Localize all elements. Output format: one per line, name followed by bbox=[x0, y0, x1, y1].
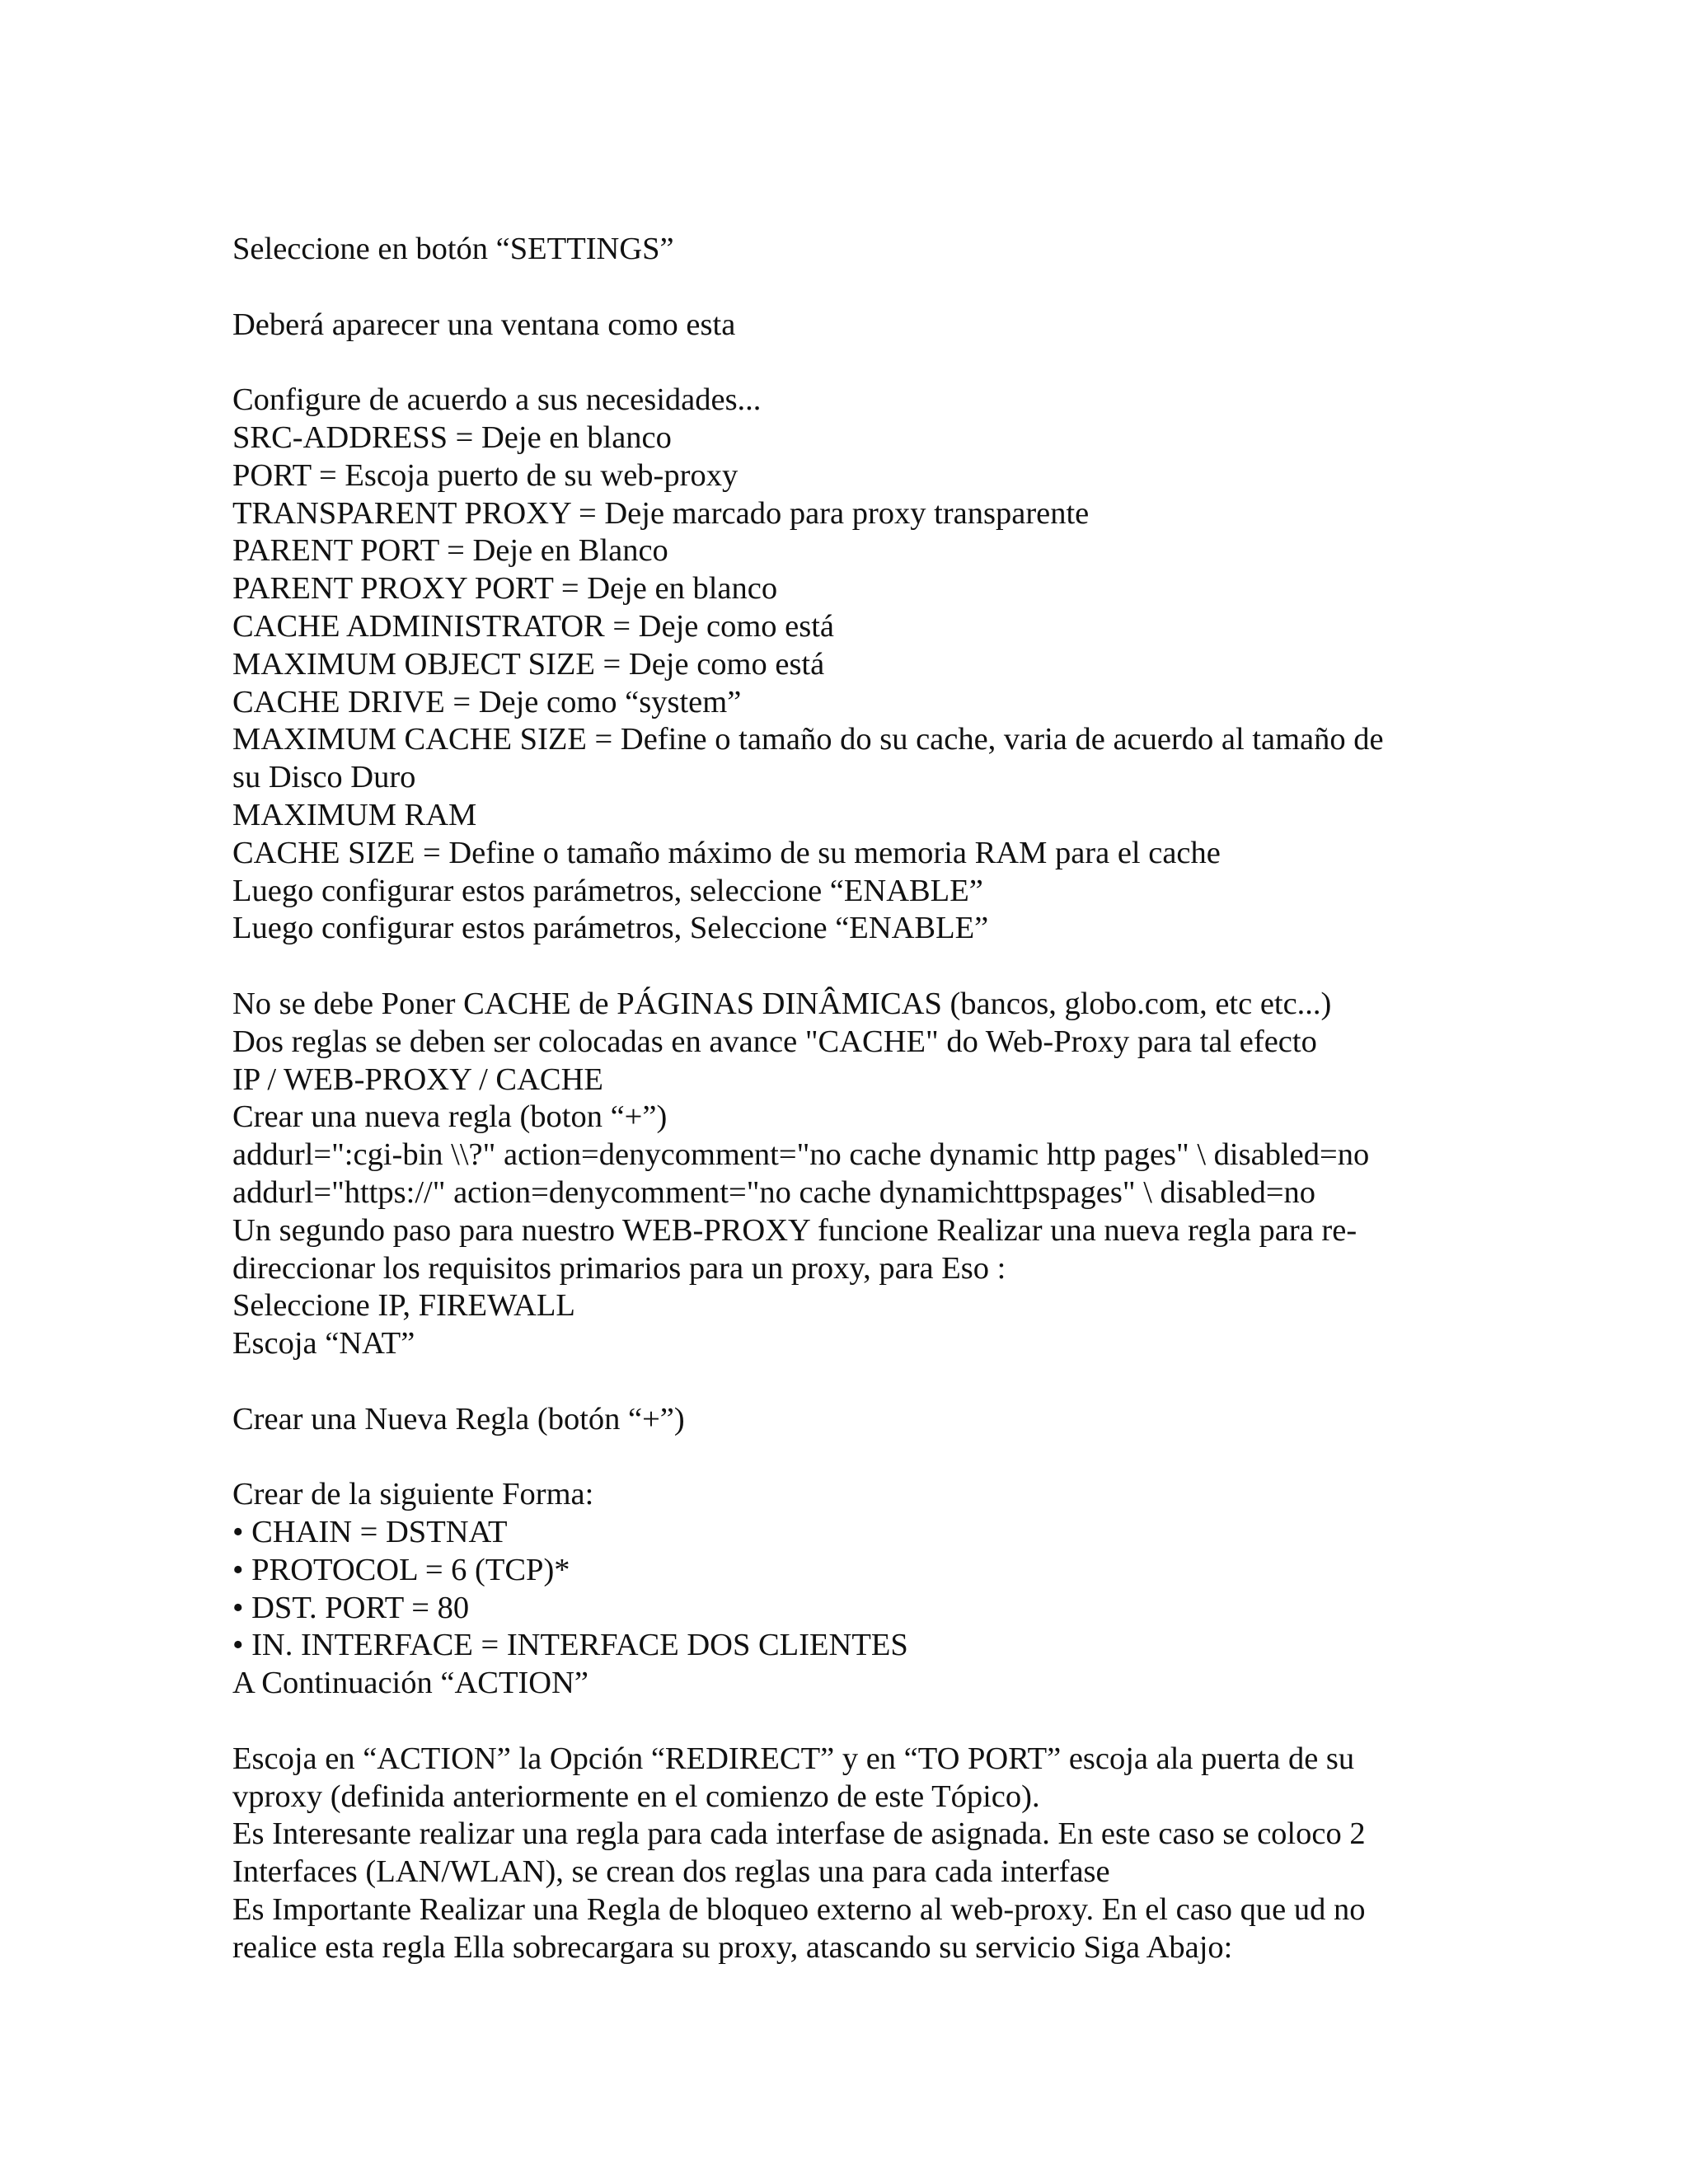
paragraph-gap bbox=[232, 1363, 1436, 1401]
text-line: Luego configurar estos parámetros, seleccione “ENABLE” bbox=[232, 873, 983, 908]
list-item: • PROTOCOL = 6 (TCP)* bbox=[232, 1552, 570, 1587]
text-line: vproxy (definida anteriormente en el comienzo de este Tópico). bbox=[232, 1779, 1040, 1814]
text-line: TRANSPARENT PROXY = Deje marcado para proxy transparente bbox=[232, 495, 1090, 531]
text-line: addurl="https://" action=denycomment="no cache dynamichttpspages" \ disabled=no bbox=[232, 1174, 1316, 1210]
list-item: • CHAIN = DSTNAT bbox=[232, 1515, 508, 1550]
text-line: PARENT PORT = Deje en Blanco bbox=[232, 533, 668, 569]
text-line: SRC-ADDRESS = Deje en blanco bbox=[232, 419, 672, 455]
text-line: Es Importante Realizar una Regla de bloqueo externo al web-proxy. En el caso que ud no bbox=[232, 1892, 1366, 1928]
text-line: direccionar los requisitos primarios para un proxy, para Eso : bbox=[232, 1250, 1006, 1286]
text-line: addurl=":cgi-bin \\?" action=denycomment="no cache dynamic http pages" \ disabled=no bbox=[232, 1137, 1370, 1173]
text-line: IP / WEB-PROXY / CACHE bbox=[232, 1062, 603, 1097]
list-item: • DST. PORT = 80 bbox=[232, 1590, 470, 1625]
document-page bbox=[232, 231, 1436, 1967]
paragraph-cache-rules bbox=[232, 986, 1436, 1363]
text-line: CACHE ADMINISTRATOR = Deje como está bbox=[232, 608, 834, 644]
text-line: PARENT PROXY PORT = Deje en blanco bbox=[232, 571, 778, 607]
text-line: Interfaces (LAN/WLAN), se crean dos reglas una para cada interfase bbox=[232, 1854, 1110, 1890]
text-line: Luego configurar estos parámetros, Seleccione “ENABLE” bbox=[232, 911, 989, 946]
text-line: realice esta regla Ella sobrecargara su proxy, atascando su servicio Siga Abajo: bbox=[232, 1929, 1233, 1965]
paragraph-nat-settings bbox=[232, 1476, 1436, 1703]
text-line: A Continuación “ACTION” bbox=[232, 1666, 588, 1701]
text-line: Seleccione en botón “SETTINGS” bbox=[232, 232, 674, 266]
paragraph-gap bbox=[232, 344, 1436, 382]
paragraph-gap bbox=[232, 269, 1436, 307]
text-line: Es Interesante realizar una regla para cada interfase de asignada. En este caso se coloco 2 bbox=[232, 1816, 1366, 1852]
text-line: Configure de acuerdo a sus necesidades... bbox=[232, 382, 762, 418]
paragraph-window bbox=[232, 307, 1436, 344]
text-line: MAXIMUM OBJECT SIZE = Deje como está bbox=[232, 646, 825, 682]
text-line: Crear de la siguiente Forma: bbox=[232, 1477, 594, 1512]
text-line: Dos reglas se deben ser colocadas en avance "CACHE" do Web-Proxy para tal efecto bbox=[232, 1024, 1317, 1059]
paragraph-settings bbox=[232, 231, 1436, 269]
text-line: Un segundo paso para nuestro WEB-PROXY funcione Realizar una nueva regla para re- bbox=[232, 1212, 1357, 1248]
text-line: Escoja “NAT” bbox=[232, 1326, 415, 1361]
text-line: Crear una nueva regla (boton “+”) bbox=[232, 1099, 668, 1135]
text-line: Escoja en “ACTION” la Opción “REDIRECT” y en “TO PORT” escoja ala puerta de su bbox=[232, 1741, 1355, 1776]
paragraph-gap bbox=[232, 1703, 1436, 1741]
text-line: Deberá aparecer una ventana como esta bbox=[232, 307, 736, 342]
text-line: Crear una Nueva Regla (botón “+”) bbox=[232, 1401, 685, 1436]
text-line: su Disco Duro bbox=[232, 760, 416, 795]
paragraph-configure bbox=[232, 382, 1436, 948]
paragraph-action bbox=[232, 1741, 1436, 1967]
text-line: PORT = Escoja puerto de su web-proxy bbox=[232, 457, 738, 493]
paragraph-new-rule bbox=[232, 1401, 1436, 1439]
text-line: No se debe Poner CACHE de PÁGINAS DINÂMICAS (bancos, globo.com, etc etc...) bbox=[232, 986, 1332, 1021]
text-line: Seleccione IP, FIREWALL bbox=[232, 1288, 575, 1324]
text-line: MAXIMUM RAM bbox=[232, 797, 477, 832]
text-line: MAXIMUM CACHE SIZE = Define o tamaño do su cache, varia de acuerdo al tamaño de bbox=[232, 722, 1384, 757]
text-line: CACHE DRIVE = Deje como “system” bbox=[232, 684, 742, 719]
paragraph-gap bbox=[232, 948, 1436, 986]
list-item: • IN. INTERFACE = INTERFACE DOS CLIENTES bbox=[232, 1628, 908, 1663]
paragraph-gap bbox=[232, 1439, 1436, 1477]
text-line: CACHE SIZE = Define o tamaño máximo de su memoria RAM para el cache bbox=[232, 835, 1221, 870]
